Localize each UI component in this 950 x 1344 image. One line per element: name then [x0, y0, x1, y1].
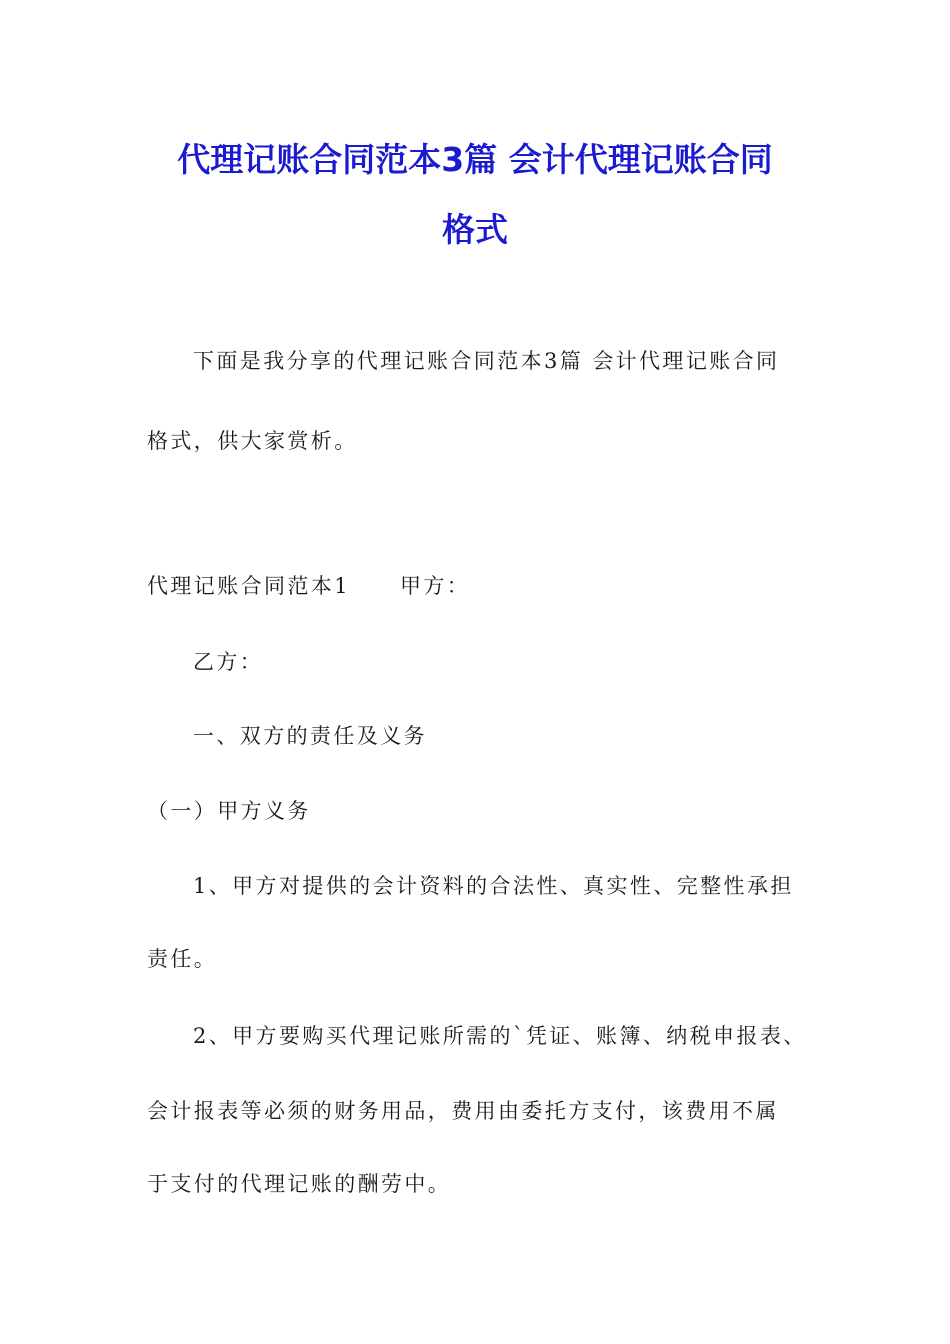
contract-heading-row — [147, 570, 470, 600]
item-1-line-2: 责任。 — [147, 947, 218, 971]
item-1-line-1: 1、甲方对提供的会计资料的合法性、真实性、完整性承担 — [193, 874, 794, 898]
section-heading-1: 一、双方的责任及义务 — [193, 724, 427, 748]
intro-paragraph-line-2: 格式，供大家赏析。 — [147, 429, 358, 453]
item-2-line-2: 会计报表等必须的财务用品，费用由委托方支付，该费用不属 — [147, 1099, 779, 1123]
document-title-line-1: 代理记账合同范本3篇 会计代理记账合同 — [177, 140, 773, 179]
party-b-label: 乙方： — [193, 650, 264, 674]
intro-paragraph-line-1: 下面是我分享的代理记账合同范本3篇 会计代理记账合同 — [193, 349, 780, 373]
subsection-heading-1: （一）甲方义务 — [147, 799, 311, 823]
document-title-line-2: 格式 — [442, 210, 508, 249]
party-a-label: 甲方： — [399, 574, 471, 598]
item-2-line-1: 2、甲方要购买代理记账所需的`凭证、账簿、纳税申报表、 — [193, 1024, 807, 1048]
item-2-line-3: 于支付的代理记账的酬劳中。 — [147, 1172, 452, 1196]
contract-heading: 代理记账合同范本1 — [147, 574, 350, 598]
